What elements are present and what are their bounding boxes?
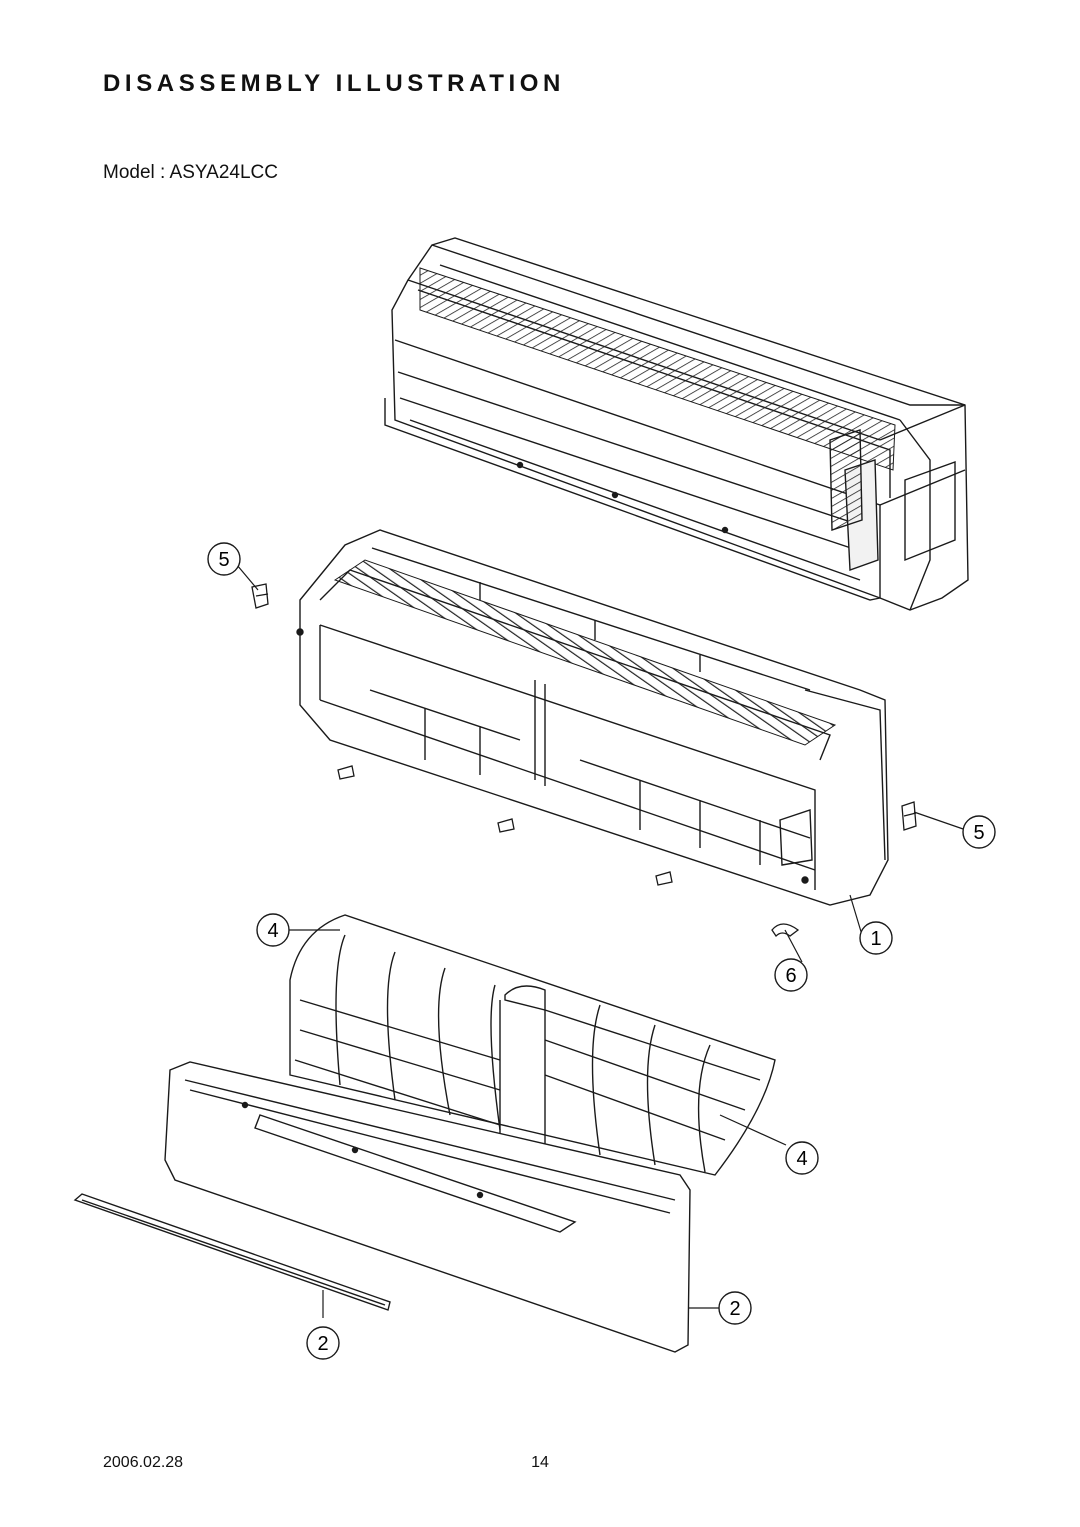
page-title: DISASSEMBLY ILLUSTRATION <box>103 70 565 97</box>
footer-date: 2006.02.28 <box>103 1454 184 1471</box>
model-label: Model <box>103 162 155 183</box>
callout-2-right <box>719 1292 751 1324</box>
callout-number: 6 <box>785 965 797 987</box>
callout-4-bottom <box>786 1142 818 1174</box>
page-number: 14 <box>531 1454 549 1471</box>
callout-number: 4 <box>267 920 279 942</box>
callout-number: 2 <box>729 1298 741 1320</box>
callout-number: 2 <box>317 1333 329 1355</box>
callout-number: 5 <box>973 822 985 844</box>
callout-5-right <box>963 816 995 848</box>
callout-6 <box>775 959 807 991</box>
part-5-clip-left <box>252 584 268 608</box>
callout-number: 5 <box>218 549 230 571</box>
callout-1 <box>860 922 892 954</box>
model-value: ASYA24LCC <box>169 162 278 183</box>
callout-number: 1 <box>870 928 882 950</box>
callout-5-left <box>208 543 240 575</box>
callout-number: 4 <box>796 1148 808 1170</box>
chassis-unit <box>385 238 968 610</box>
callout-2-left <box>307 1327 339 1359</box>
callout-4-top <box>257 914 289 946</box>
model-separator: : <box>160 162 166 183</box>
part-5-clip-right <box>902 802 916 830</box>
